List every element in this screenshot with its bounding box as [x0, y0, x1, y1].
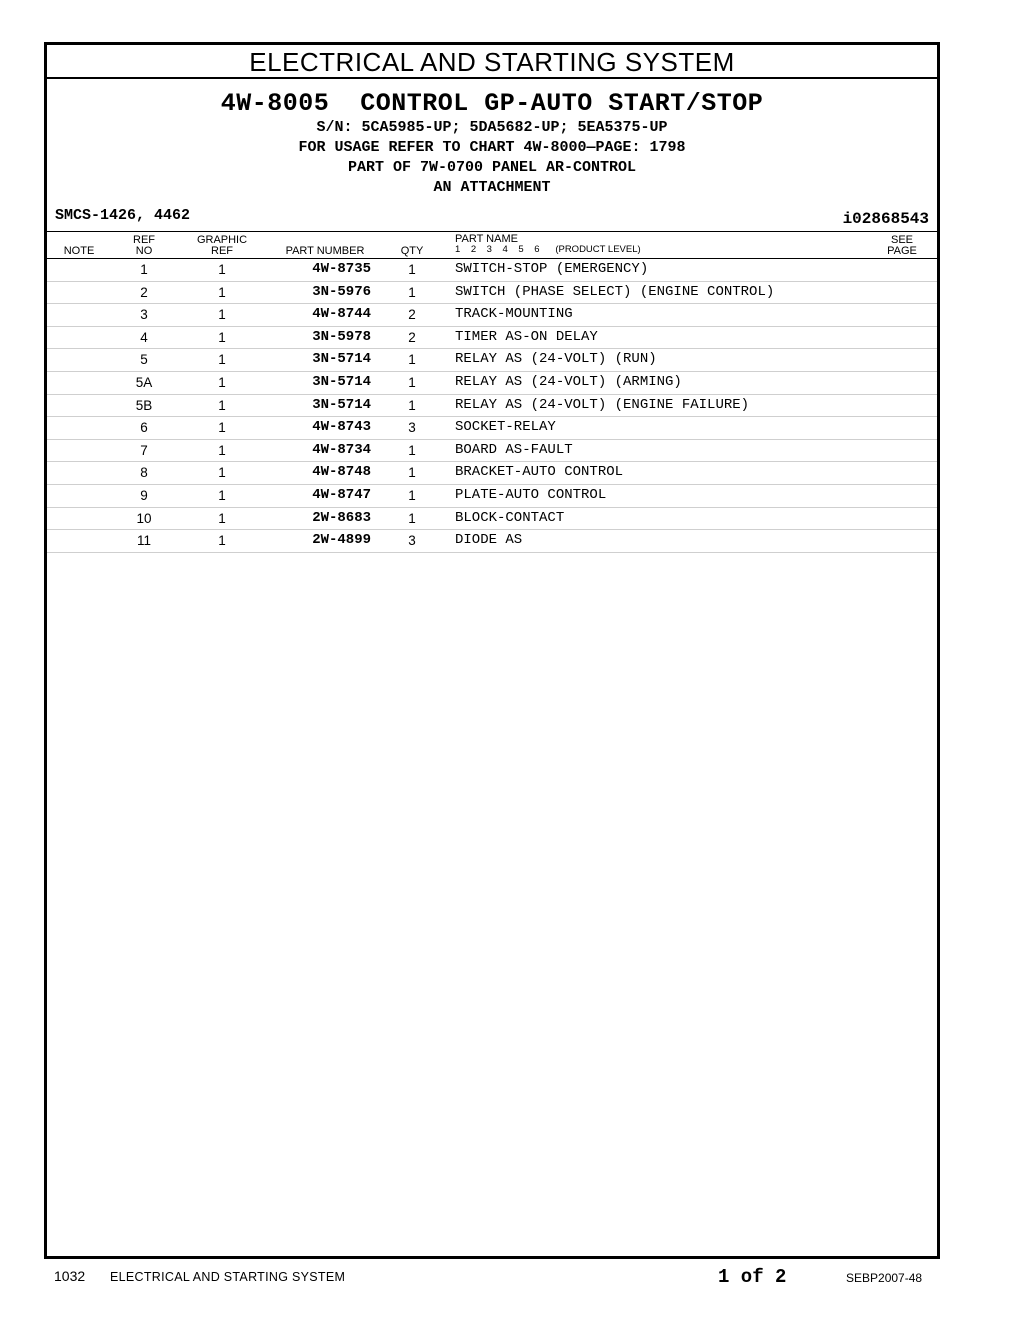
ref-number: 5	[140, 352, 148, 368]
part-name: SOCKET-RELAY	[455, 419, 556, 436]
part-number: 4W-8747	[312, 486, 371, 503]
table-row	[47, 349, 937, 372]
quantity: 1	[408, 487, 416, 503]
table-row	[47, 508, 937, 531]
ref-number: 1	[140, 262, 148, 277]
quantity: 1	[408, 284, 416, 300]
quantity: 2	[408, 307, 416, 323]
part-name: TIMER AS-ON DELAY	[455, 328, 598, 345]
graphic-ref: 1	[218, 442, 226, 458]
graphic-ref: 1	[218, 533, 226, 549]
col-part-name: PART NAME	[455, 233, 518, 245]
quantity: 1	[408, 262, 416, 277]
footer-page-number: 1032	[54, 1268, 86, 1284]
quantity: 2	[408, 329, 416, 345]
quantity: 1	[408, 397, 416, 413]
illustration-id: i02868543	[842, 210, 929, 228]
quantity: 3	[408, 420, 416, 436]
part-number: 4W-8748	[312, 464, 371, 481]
part-name: PLATE-AUTO CONTROL	[455, 486, 607, 503]
product-level-scale: 1 2 3 4 5 6 (PRODUCT LEVEL)	[455, 244, 641, 255]
part-of-note: PART OF 7W-0700 PANEL AR-CONTROL	[347, 159, 637, 176]
graphic-ref: 1	[218, 329, 226, 345]
part-number: 3N-5976	[312, 283, 371, 300]
ref-number: 5A	[135, 374, 153, 390]
header-top-rule	[47, 231, 937, 232]
graphic-ref: 1	[218, 397, 226, 413]
col-note: NOTE	[63, 245, 95, 257]
ref-number: 10	[136, 510, 152, 526]
graphic-ref: 1	[218, 487, 226, 503]
col-ref-bottom: NO	[135, 245, 153, 257]
parts-table	[47, 259, 937, 553]
footer-section: ELECTRICAL AND STARTING SYSTEM	[110, 1270, 346, 1284]
ref-number: 4	[140, 329, 148, 345]
col-part-number: PART NUMBER	[285, 245, 365, 257]
table-row	[47, 530, 937, 553]
section-title: ELECTRICAL AND STARTING SYSTEM	[47, 45, 937, 79]
part-name: RELAY AS (24-VOLT) (ARMING)	[455, 373, 682, 390]
ref-number: 3	[140, 307, 148, 323]
graphic-ref: 1	[218, 510, 226, 526]
part-number: 4W-8743	[312, 419, 371, 436]
footer-page-of: 1 of 2	[718, 1266, 787, 1288]
ref-number: 11	[136, 533, 151, 549]
col-ref-top: REF	[133, 234, 155, 246]
serial-numbers: S/N: 5CA5985-UP; 5DA5682-UP; 5EA5375-UP	[316, 119, 668, 136]
quantity: 1	[408, 374, 416, 390]
table-row	[47, 304, 937, 327]
part-name: TRACK-MOUNTING	[455, 306, 573, 323]
part-name: RELAY AS (24-VOLT) (ENGINE FAILURE)	[455, 396, 750, 413]
part-name: BOARD AS-FAULT	[455, 441, 573, 458]
graphic-ref: 1	[218, 284, 226, 300]
part-number: 2W-4899	[312, 532, 371, 549]
quantity: 1	[408, 442, 416, 458]
part-name: SWITCH-STOP (EMERGENCY)	[455, 261, 649, 277]
page-frame	[44, 42, 940, 1259]
graphic-ref: 1	[218, 374, 226, 390]
table-row	[47, 417, 937, 440]
table-row	[47, 395, 937, 418]
ref-number: 7	[140, 442, 148, 458]
part-name: DIODE AS	[455, 532, 523, 549]
part-name: BRACKET-AUTO CONTROL	[455, 464, 624, 481]
part-number: 3N-5978	[312, 328, 371, 345]
quantity: 1	[408, 510, 416, 526]
part-number: 3N-5714	[312, 351, 371, 368]
part-number: 4W-8735	[312, 261, 371, 277]
quantity: 3	[408, 533, 416, 549]
part-number: 4W-8744	[312, 306, 371, 323]
table-row	[47, 440, 937, 463]
part-name: RELAY AS (24-VOLT) (RUN)	[455, 351, 657, 368]
part-number: 2W-8683	[312, 509, 371, 526]
table-row	[47, 282, 937, 305]
col-see-bottom: PAGE	[887, 245, 917, 257]
part-name: SWITCH (PHASE SELECT) (ENGINE CONTROL)	[455, 283, 775, 300]
group-title: 4W-8005 CONTROL GP-AUTO START/STOP	[220, 89, 764, 118]
table-row	[47, 259, 937, 282]
part-number: 3N-5714	[312, 396, 371, 413]
col-see-top: SEE	[890, 234, 913, 246]
graphic-ref: 1	[218, 262, 226, 277]
table-row	[47, 462, 937, 485]
graphic-ref: 1	[218, 465, 226, 481]
ref-number: 6	[140, 420, 148, 436]
table-row	[47, 372, 937, 395]
footer-doc-id: SEBP2007-48	[846, 1271, 923, 1285]
graphic-ref: 1	[218, 352, 226, 368]
part-number: 3N-5714	[312, 373, 371, 390]
graphic-ref: 1	[218, 420, 226, 436]
attachment-note: AN ATTACHMENT	[433, 179, 551, 196]
table-row	[47, 485, 937, 508]
ref-number: 5B	[135, 397, 153, 413]
ref-number: 2	[140, 284, 148, 300]
usage-reference: FOR USAGE REFER TO CHART 4W-8000—PAGE: 1798	[298, 139, 686, 156]
part-name: BLOCK-CONTACT	[455, 509, 565, 526]
col-graphic-bottom: REF	[211, 245, 233, 257]
graphic-ref: 1	[218, 307, 226, 323]
part-number: 4W-8734	[312, 441, 371, 458]
table-row	[47, 327, 937, 350]
col-graphic-top: GRAPHIC	[196, 234, 248, 246]
col-qty: QTY	[400, 245, 424, 257]
quantity: 1	[408, 465, 416, 481]
quantity: 1	[408, 352, 416, 368]
ref-number: 9	[140, 487, 148, 503]
ref-number: 8	[140, 465, 148, 481]
smcs-code: SMCS-1426, 4462	[55, 207, 191, 224]
